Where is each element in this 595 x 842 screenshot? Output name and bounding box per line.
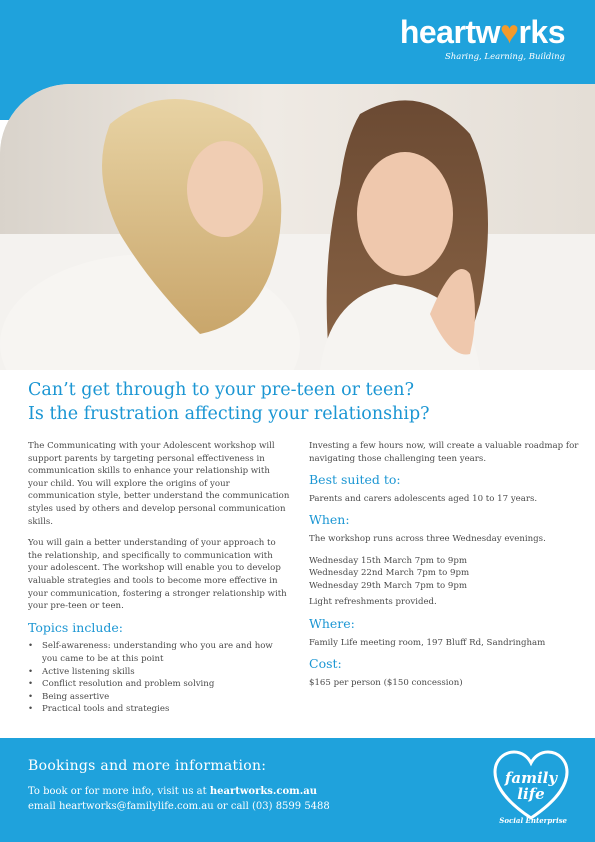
hero-photo <box>0 84 595 370</box>
topic-item: • Self-awareness: understanding who you are and how you came to be at this point <box>28 640 290 665</box>
topic-item: • Being assertive <box>28 691 290 704</box>
topics-heading: Topics include: <box>28 619 123 635</box>
headline <box>28 378 568 426</box>
visit-line <box>28 786 317 797</box>
logo-wordmark <box>400 14 565 50</box>
contact-line <box>28 801 330 812</box>
topic-item: • Conflict resolution and problem solving <box>28 678 290 691</box>
headline-line-1: Can’t get through to your pre-teen or teen? <box>28 380 414 400</box>
intro-paragraph-1: The Communicating with your Adolescent workshop will support parents by targeting personal effectiveness in communication skills to enhance your relationship with your child. You will explore the origins of your communication style, better understand the communication styles used by others and develop personal communication skills. <box>28 441 290 527</box>
logo-tagline: Sharing, Learning, Building <box>444 52 565 62</box>
best-suited-heading: Best suited to: <box>309 472 401 488</box>
cost-text: $165 per person ($150 concession) <box>309 677 463 688</box>
topics-list <box>28 640 290 716</box>
where-text: Family Life meeting room, 197 Bluff Rd, Sandringham <box>309 637 546 648</box>
footer-band <box>0 738 595 842</box>
bookings-heading: Bookings and more information: <box>28 758 267 774</box>
session-item: Wednesday 15th March 7pm to 9pm <box>309 555 468 566</box>
topic-item: • Active listening skills <box>28 666 290 679</box>
logo-word-end: rks <box>518 14 565 50</box>
right-column <box>309 440 579 698</box>
refreshments-text: Light refreshments provided. <box>309 597 437 608</box>
where-heading: Where: <box>309 615 355 631</box>
email-prefix: email <box>28 801 59 812</box>
investing-paragraph: Investing a few hours now, will create a valuable roadmap for navigating those challenging teen years. <box>309 441 579 464</box>
email-link[interactable]: heartworks@familylife.com.au <box>58 801 214 812</box>
left-column <box>28 440 290 716</box>
visit-prefix: To book or for more info, visit us at <box>28 786 210 797</box>
logo-word-start: heartw <box>399 14 500 50</box>
best-suited-text: Parents and carers adolescents aged 10 to 17 years. <box>309 493 538 504</box>
topic-item: • Practical tools and strategies <box>28 703 290 716</box>
session-item: Wednesday 29th March 7pm to 9pm <box>309 580 468 591</box>
cost-heading: Cost: <box>309 656 342 672</box>
heartworks-logo <box>400 14 565 62</box>
session-list <box>309 555 579 593</box>
intro-paragraph-2: You will gain a better understanding of your approach to the relationship, and specifically to communication with your adolescent. The workshop will enable you to develop valuable strategies and tools to become more effective in your communication, fostering a stronger relationship with your pre-teen or teen. <box>28 538 287 612</box>
phone-text: or call (03) 8599 5488 <box>213 801 330 812</box>
when-heading: When: <box>309 512 350 528</box>
when-intro: The workshop runs across three Wednesday evenings. <box>309 533 546 544</box>
hero-photo-illustration <box>0 84 595 370</box>
headline-line-2: Is the frustration affecting your relationship? <box>28 404 430 424</box>
social-enterprise-tagline: Social Enterprise <box>499 816 567 825</box>
heart-icon: ♥ <box>499 14 519 50</box>
website-link[interactable]: heartworks.com.au <box>209 786 317 797</box>
family-life-logo-text: family life <box>504 769 558 803</box>
session-item: Wednesday 22nd March 7pm to 9pm <box>309 568 470 579</box>
